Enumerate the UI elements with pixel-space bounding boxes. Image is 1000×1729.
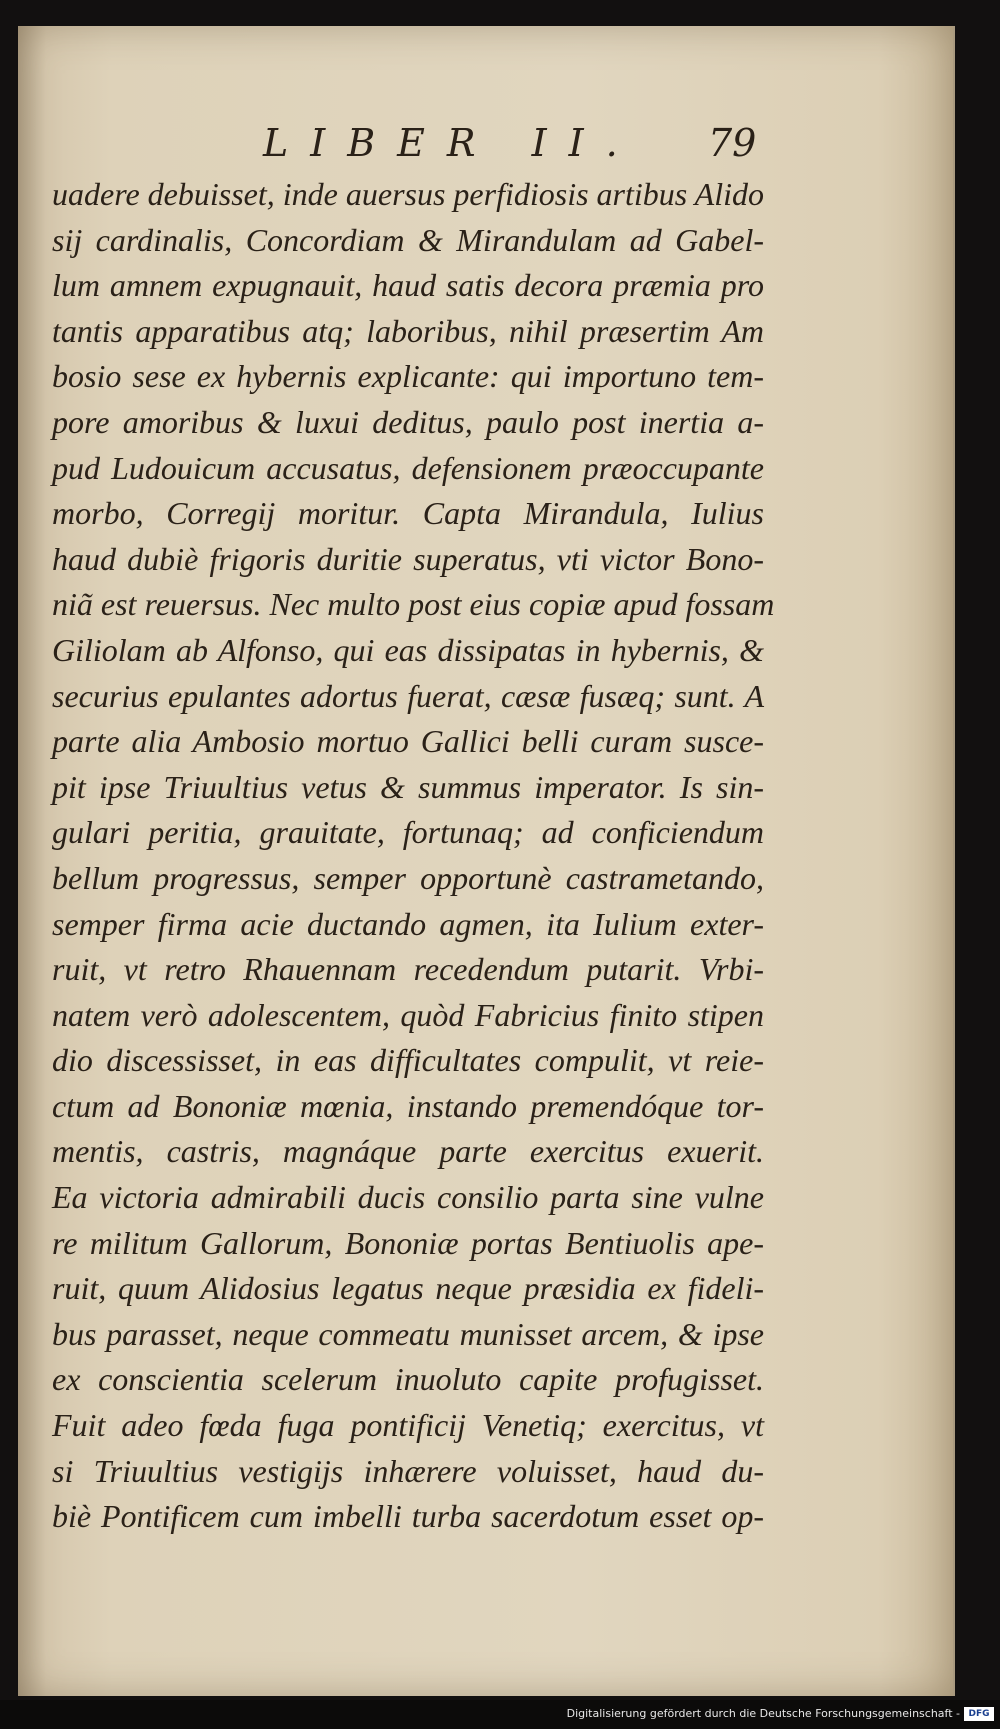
text-line: haud dubiè frigoris duritie superatus, vti victor Bono- (52, 540, 764, 577)
text-line: biè Pontificem cum imbelli turba sacerdotum esset op- (52, 1498, 764, 1535)
text-line: Ea victoria admirabili ducis consilio parta sine vulne (52, 1179, 764, 1216)
text-line: parte alia Ambosio mortuo Gallici belli curam susce- (52, 723, 764, 760)
text-line: pit ipse Triuultius vetus & summus imperator. Is sin- (52, 768, 764, 805)
running-head: LIBER II. (263, 121, 640, 165)
text-line: si Triuultius vestigijs inhærere voluisset, haud du- (52, 1452, 764, 1489)
text-line: niã est reuersus. Nec multo post eius copiæ apud fossam (52, 586, 775, 623)
text-line: re militum Gallorum, Bononiæ portas Bentiuolis ape- (52, 1224, 764, 1261)
text-line: morbo, Corregij moritur. Capta Mirandula, Iulius (52, 495, 764, 532)
text-line: sij cardinalis, Concordiam & Mirandulam ad Gabel- (52, 221, 764, 258)
text-line: mentis, castris, magnáque parte exercitus exuerit. (52, 1133, 764, 1170)
text-line: tantis apparatibus atq; laboribus, nihil præsertim Am (52, 312, 764, 349)
text-line: bellum progressus, semper opportunè castrametando, (52, 859, 764, 896)
footer-bar (0, 1700, 1000, 1729)
text-line: Fuit adeo fœda fuga pontificij Venetiq; exercitus, vt (52, 1407, 764, 1444)
text-line: Giliolam ab Alfonso, qui eas dissipatas in hybernis, & (52, 631, 764, 668)
text-line: dio discessisset, in eas difficultates compulit, vt reie- (52, 1042, 764, 1079)
text-line: natem verò adolescentem, quòd Fabricius finito stipen (52, 996, 764, 1033)
text-line: ruit, quum Alidosius legatus neque præsidia ex fideli- (52, 1270, 764, 1307)
funding-credit: Digitalisierung gefördert durch die Deutsche Forschungsgemeinschaft - (566, 1707, 960, 1720)
page-number: 79 (708, 121, 757, 165)
book-page (18, 26, 955, 1696)
text-line: pore amoribus & luxui deditus, paulo post inertia a- (52, 403, 764, 440)
text-line: lum amnem expugnauit, haud satis decora præmia pro (52, 267, 764, 304)
text-line: securius epulantes adortus fuerat, cæsæ fusæq; sunt. A (52, 677, 764, 714)
text-line: ctum ad Bononiæ mœnia, instando premendóque tor- (52, 1087, 764, 1124)
body-text (52, 172, 792, 1540)
text-line: bosio sese ex hybernis explicante: qui importuno tem- (52, 358, 764, 395)
dfg-logo: DFG (964, 1707, 994, 1721)
text-line: gulari peritia, grauitate, fortunaq; ad conficiendum (52, 814, 764, 851)
page-header (18, 118, 953, 168)
text-line: bus parasset, neque commeatu munisset arcem, & ipse (52, 1315, 764, 1352)
text-line: uadere debuisset, inde auersus perfidiosis artibus Alido (52, 176, 764, 212)
text-line: semper firma acie ductando agmen, ita Iulium exter- (52, 905, 764, 942)
text-line: pud Ludouicum accusatus, defensionem præoccupante (52, 449, 764, 486)
text-line: ex conscientia scelerum inuoluto capite profugisset. (52, 1361, 764, 1398)
text-line: ruit, vt retro Rhauennam recedendum putarit. Vrbi- (52, 951, 764, 988)
